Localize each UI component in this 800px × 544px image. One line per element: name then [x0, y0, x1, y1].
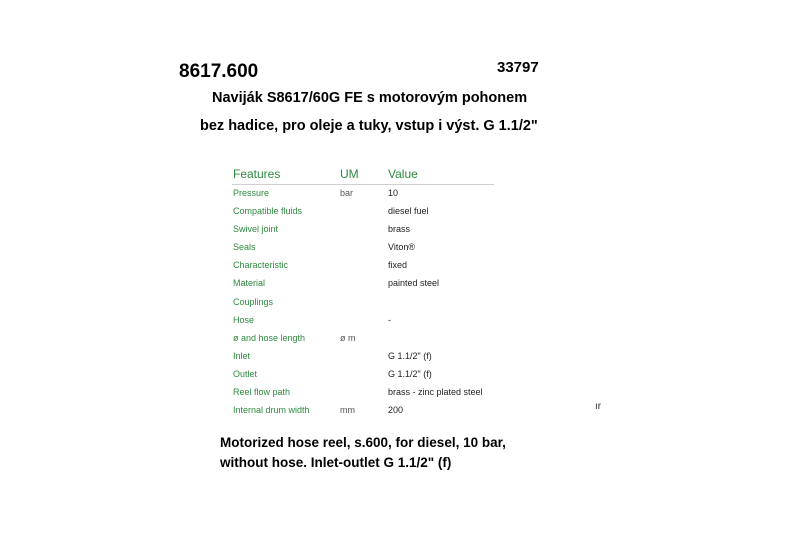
- row-value: -: [388, 314, 391, 325]
- table-row: [232, 366, 494, 384]
- row-um: bar: [340, 188, 354, 198]
- title-cz-line2: bez hadice, pro oleje a tuky, vstup i výst. G 1.1/2": [200, 118, 538, 134]
- table-row: [232, 294, 494, 312]
- row-feature: ø and hose length: [233, 332, 306, 343]
- row-value: G 1.1/2" (f): [388, 350, 432, 361]
- row-feature: Outlet: [233, 368, 258, 379]
- row-feature: Material: [233, 278, 266, 289]
- row-feature: Seals: [233, 242, 256, 253]
- row-feature: Pressure: [233, 188, 270, 198]
- spec-table-header: [232, 166, 494, 185]
- table-row: [232, 330, 494, 348]
- row-um: mm: [340, 405, 355, 416]
- header-um: UM: [340, 167, 359, 181]
- row-um: ø m: [340, 332, 356, 343]
- table-row: [232, 384, 494, 402]
- title-cz-line1: Naviják S8617/60G FE s motorovým pohonem: [212, 90, 528, 106]
- row-feature: Hose: [233, 314, 255, 325]
- row-feature: Characteristic: [233, 260, 289, 271]
- header-features: Features: [233, 167, 281, 181]
- row-value: diesel fuel: [388, 206, 429, 217]
- table-row: [232, 185, 494, 203]
- table-row: [232, 257, 494, 275]
- table-row: [232, 275, 494, 293]
- row-feature: Swivel joint: [233, 224, 279, 235]
- row-value: brass - zinc plated steel: [388, 387, 483, 398]
- row-value: 200: [388, 405, 404, 416]
- stray-mark: ır: [595, 401, 602, 412]
- table-row: [232, 402, 494, 420]
- table-row: [232, 348, 494, 366]
- row-feature: Inlet: [233, 350, 251, 361]
- row-value: G 1.1/2" (f): [388, 368, 432, 379]
- table-row: [232, 203, 494, 221]
- row-feature: Compatible fluids: [233, 206, 303, 217]
- row-value: 10: [388, 188, 399, 198]
- table-row: [232, 221, 494, 239]
- row-feature: Reel flow path: [233, 387, 291, 398]
- description-en-line2: without hose. Inlet-outlet G 1.1/2" (f): [220, 455, 452, 470]
- row-feature: Couplings: [233, 296, 274, 307]
- table-row: [232, 312, 494, 330]
- product-code: 8617.600: [179, 61, 259, 82]
- row-value: brass: [388, 224, 411, 235]
- table-row: [232, 239, 494, 257]
- header-value: Value: [388, 167, 418, 181]
- row-value: fixed: [388, 260, 408, 271]
- spec-table: [232, 166, 494, 420]
- row-feature: Internal drum width: [233, 405, 310, 416]
- description-en-line1: Motorized hose reel, s.600, for diesel, 10 bar,: [220, 435, 506, 450]
- reference-number: 33797: [497, 59, 539, 76]
- row-value: Viton®: [388, 242, 415, 253]
- row-value: painted steel: [388, 278, 440, 289]
